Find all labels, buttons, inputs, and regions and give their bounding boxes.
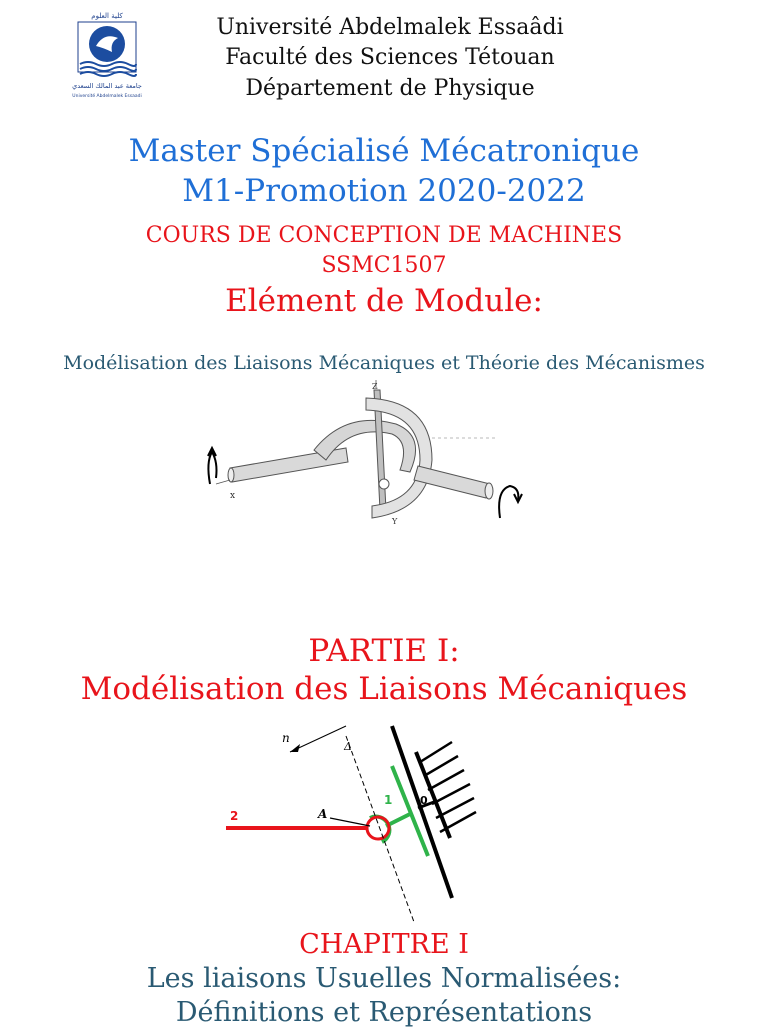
course-title: COURS DE CONCEPTION DE MACHINES [145, 223, 623, 248]
module-title: Modélisation des Liaisons Mécaniques et Théorie des Mécanismes [63, 352, 705, 374]
label-a: A [318, 807, 328, 821]
chapter-title-line2: Définitions et Représentations [175, 997, 593, 1028]
promotion-title: M1-Promotion 2020-2022 [182, 173, 586, 209]
element-label: Elément de Module: [225, 283, 543, 319]
course-code: SSMC1507 [321, 253, 447, 278]
liaison-diagram [220, 722, 500, 922]
master-title: Master Spécialisé Mécatronique [128, 133, 640, 169]
label-2: 2 [230, 809, 239, 823]
chapter-title-line1: Les liaisons Usuelles Normalisées: [146, 963, 622, 994]
universal-joint-figure [196, 380, 536, 530]
label-0: 0 [420, 794, 428, 807]
axis-x-label: x [230, 491, 236, 501]
axis-y-label: Y [392, 517, 398, 526]
chapter-label: CHAPITRE I [299, 929, 469, 960]
rotation-arrow-left-icon [208, 452, 216, 484]
department-name: Département de Physique [245, 76, 535, 101]
logo-latin-text: Université Abdelmalek Essaadi [72, 94, 142, 99]
university-name: Université Abdelmalek Essaâdi [216, 15, 564, 40]
faculty-name: Faculté des Sciences Tétouan [225, 45, 555, 70]
axis-z-label: Z [372, 382, 378, 391]
logo-arabic-bottom: جامعة عبد المالك السعدي [72, 82, 142, 90]
part-title: Modélisation des Liaisons Mécaniques [80, 671, 688, 707]
rotation-arrow-right-icon [499, 486, 518, 518]
label-1: 1 [384, 793, 393, 807]
label-delta: Δ [344, 740, 352, 753]
logo-arabic-top: كلية العلوم [91, 12, 123, 20]
label-n: n [282, 731, 290, 745]
part-label: PARTIE I: [308, 633, 460, 669]
